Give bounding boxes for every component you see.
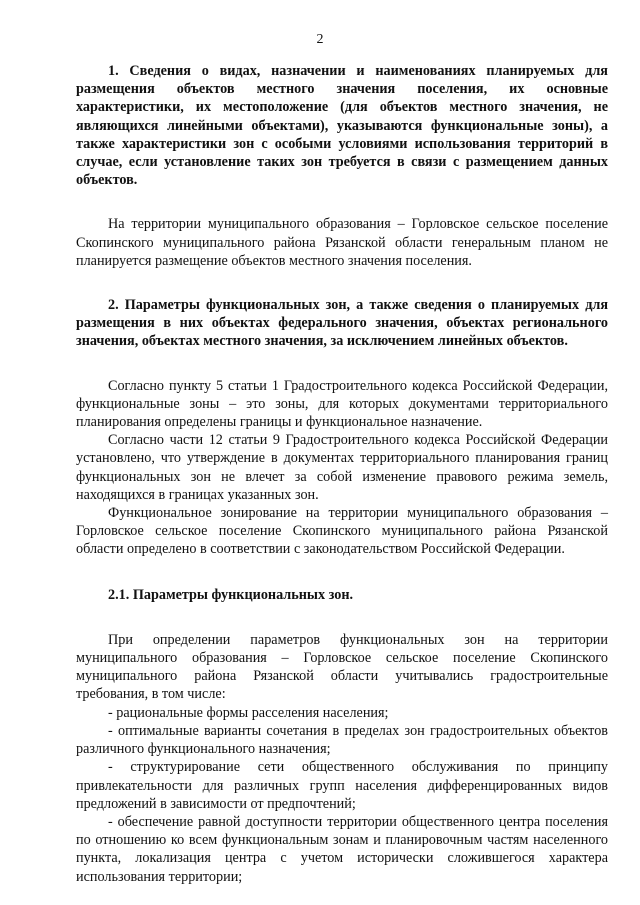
list-item-3: - структурирование сети общественного обслуживания по принципу привлекательности для различных групп населения дифференцированных видов предложений в зависимости от предпочтений; [76,759,608,812]
page-number: 2 [316,32,324,47]
spacer [76,604,608,631]
list-item-2: - оптимальные варианты сочетания в пределах зон градостроительных объектов различного функционального назначения; [76,722,608,758]
document-body [76,62,608,886]
spacer [76,559,608,586]
section-2-paragraph-3: Функциональное зонирование на территории муниципального образования – Горловское сельское поселение Скопинского муниципального района Рязанской области определено в соответствии с законодательством Российской Федерации. [76,505,608,558]
list-item-4: - обеспечение равной доступности территории общественного центра поселения по отношению ко всем функциональным зонам и планировочным частям населенного пункта, локализация центра с учетом исторически сложившегося характера использования территории; [76,813,608,885]
spacer [76,351,608,377]
spacer [76,270,608,296]
section-2-paragraph-1: Согласно пункту 5 статьи 1 Градостроительного кодекса Российской Федерации, функциональные зоны – это зоны, для которых документами территориального планирования определены границы и функциональное назначение. [76,377,608,431]
section-2-1-heading: 2.1. Параметры функциональных зон. [108,586,354,603]
section-1-paragraph: На территории муниципального образования – Горловское сельское поселение Скопинского муниципального района Рязанской области генеральным планом не планируется размещение объектов местного значения поселения. [76,216,608,269]
list-item-1: - рациональные формы расселения населения; [108,704,389,721]
spacer [76,189,608,215]
section-2-paragraph-2: Согласно части 12 статьи 9 Градостроительного кодекса Российской Федерации установлено, что утверждение в документах территориального планирования границ функциональных зон не влечет за собой изменение правового режима земель, находящихся в границах указанных зон. [76,432,608,503]
section-1-heading: 1. Сведения о видах, назначении и наименованиях планируемых для размещения объектов местного значения поселения, их основные характеристики, их местоположение (для объектов местного значения, не являющихся линейными объектами), указываются функциональные зоны), а также характеристики зон с особыми условиями использования территорий в случае, если установление таких зон требуется в связи с размещением данных объектов. [76,63,608,189]
section-2-heading: 2. Параметры функциональных зон, а также сведения о планируемых для размещения в них объектах федерального значения, объектах регионального значения, объектах местного значения, за исключением линейных объектов. [76,297,608,350]
section-2-1-intro: При определении параметров функциональных зон на территории муниципального образования – Горловское сельское поселение Скопинского муниципального района Рязанской области учитывались градостроительные требования, в том числе: [76,631,608,703]
